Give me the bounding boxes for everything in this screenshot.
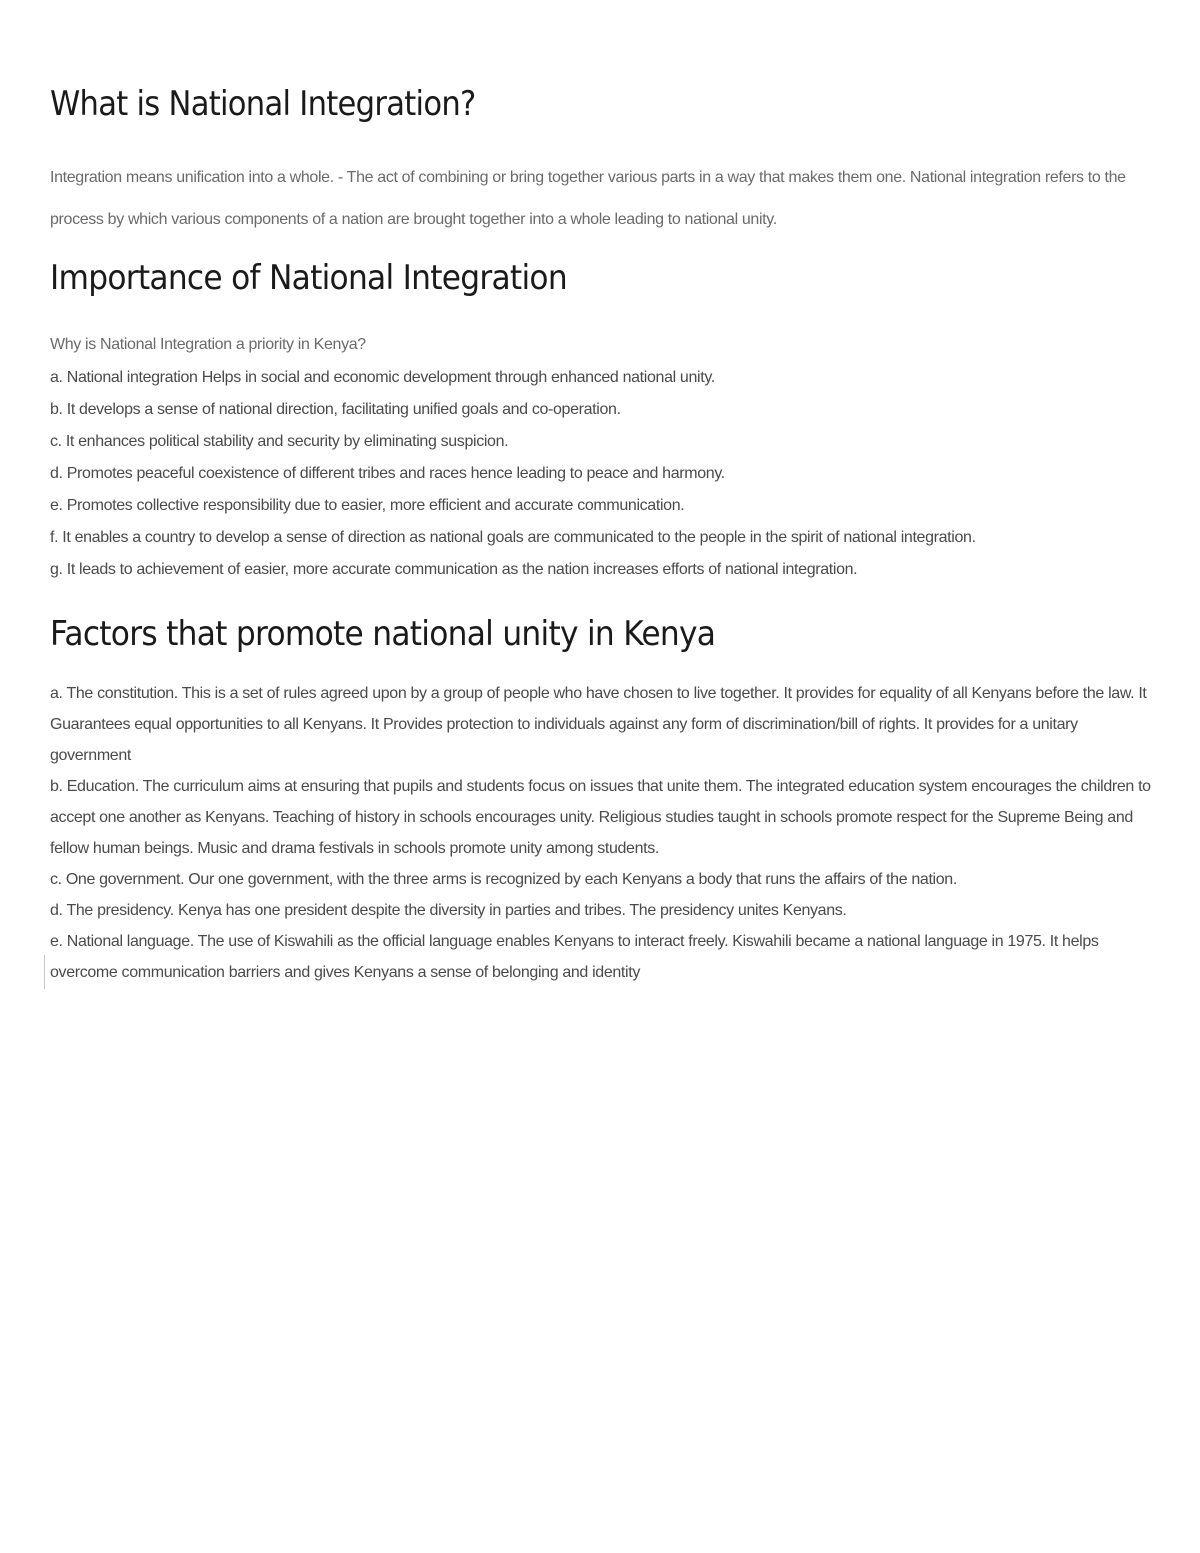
importance-item-a: a. National integration Helps in social and economic development through enhanced national unity. — [50, 369, 715, 386]
factor-item-constitution: a. The constitution. This is a set of rules agreed upon by a group of people who have chosen to live together. It provides for equality of all Kenyans before the law. It Guarantees equal opportunities to all Kenyans. It Provides protection to individuals against any form of discrimination/bill of rights. It provides for a unitary government — [50, 685, 1147, 764]
importance-question: Why is National Integration a priority in Kenya? — [50, 336, 366, 353]
importance-list — [50, 332, 1160, 586]
heading-what-is-national-integration: What is National Integration? — [50, 84, 476, 124]
factor-item-national-language: e. National language. The use of Kiswahili as the official language enables Kenyans to interact freely. Kiswahili became a national language in 1975. It helps overcome communication barriers and gives Kenyans a sense of belonging and identity — [50, 933, 1099, 981]
importance-item-g: g. It leads to achievement of easier, more accurate communication as the nation increases efforts of national integration. — [50, 561, 858, 578]
factors-list — [50, 678, 1160, 988]
importance-item-e: e. Promotes collective responsibility due to easier, more efficient and accurate communication. — [50, 497, 685, 514]
importance-item-d: d. Promotes peaceful coexistence of different tribes and races hence leading to peace and harmony. — [50, 465, 725, 482]
heading-factors: Factors that promote national unity in Kenya — [50, 614, 716, 654]
importance-item-b: b. It develops a sense of national direction, facilitating unified goals and co-operation. — [50, 401, 621, 418]
importance-item-f: f. It enables a country to develop a sense of direction as national goals are communicated to the people in the spirit of national integration. — [50, 529, 976, 546]
factor-item-education: b. Education. The curriculum aims at ensuring that pupils and students focus on issues that unite them. The integrated education system encourages the children to accept one another as Kenyans. Teaching of history in schools encourages unity. Religious studies taught in schools promote respect for the Supreme Being and fellow human beings. Music and drama festivals in schools promote unity among students. — [50, 778, 1151, 857]
paragraph-definition: Integration means unification into a whole. - The act of combining or bring together various parts in a way that makes them one. National integration refers to the process by which various components of a nation are brought together into a whole leading to national unity. — [50, 169, 1126, 228]
left-margin-rule — [44, 955, 45, 989]
heading-importance: Importance of National Integration — [50, 258, 567, 298]
factor-item-presidency: d. The presidency. Kenya has one president despite the diversity in parties and tribes. The presidency unites Kenyans. — [50, 902, 847, 919]
importance-item-c: c. It enhances political stability and security by eliminating suspicion. — [50, 433, 509, 450]
factor-item-one-government: c. One government. Our one government, with the three arms is recognized by each Kenyans a body that runs the affairs of the nation. — [50, 871, 957, 888]
